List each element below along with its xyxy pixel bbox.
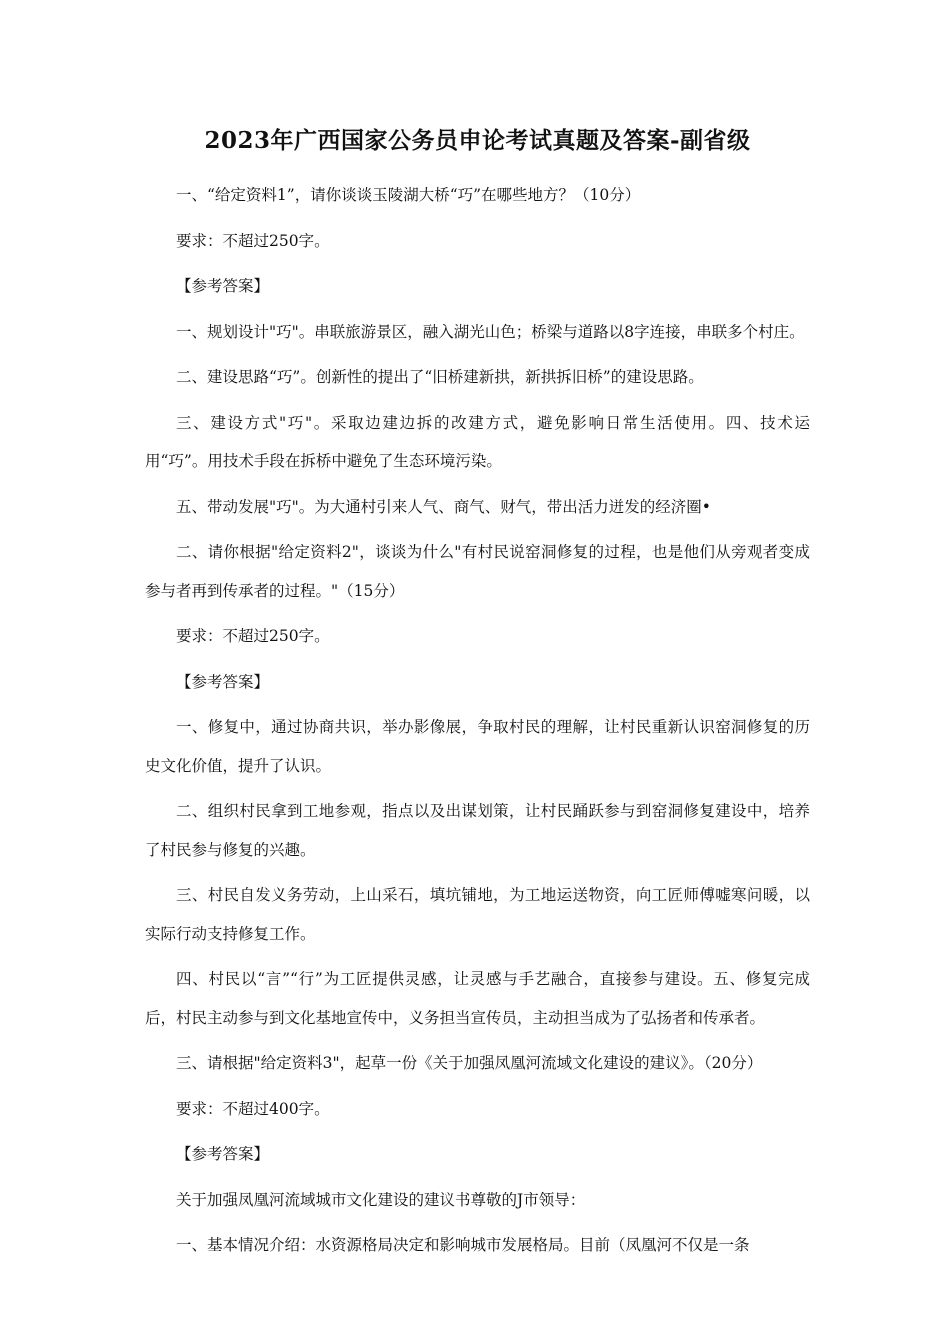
paragraph: 要求：不超过250字。 — [176, 231, 330, 250]
document-page — [145, 120, 810, 1272]
document-title: 2023年广西国家公务员申论考试真题及答案-副省级 — [204, 127, 751, 154]
paragraph: 【参考答案】 — [176, 277, 270, 295]
paragraph: 二、建设思路“巧”。创新性的提出了“旧桥建新拱，新拱拆旧桥”的建设思路。 — [176, 368, 704, 386]
paragraph: 一、规划设计"巧"。串联旅游景区，融入湖光山色；桥梁与道路以8字连接，串联多个村庄。 — [176, 322, 805, 341]
paragraph: 三、建设方式"巧"。采取边建边拆的改建方式，避免影响日常生活使用。四、技术运用“巧”。用技术手段在拆桥中避免了生态环境污染。 — [145, 413, 810, 470]
paragraph: 一、修复中，通过协商共识，举办影像展，争取村民的理解，让村民重新认识窑洞修复的历史文化价值，提升了认识。 — [145, 718, 810, 775]
paragraph: 【参考答案】 — [176, 672, 270, 691]
paragraph: 关于加强凤凰河流域城市文化建设的建议书尊敬的J市领导： — [176, 1190, 586, 1209]
paragraph: 四、村民以“言”“行”为工匠提供灵感，让灵感与手艺融合，直接参与建设。五、修复完成后，村民主动参与到文化基地宣传中，义务担当宣传员，主动担当成为了弘扬者和传承者。 — [145, 970, 810, 1027]
paragraph: 一、“给定资料1”，请你谈谈玉陵湖大桥“巧”在哪些地方？（10分） — [176, 186, 641, 204]
paragraph: 五、带动发展"巧"。为大通村引来人气、商气、财气，带出活力迸发的经济圈• — [176, 497, 711, 516]
paragraph: 一、基本情况介绍：水资源格局决定和影响城市发展格局。目前（凤凰河不仅是一条 — [176, 1236, 750, 1254]
paragraph: 三、村民自发义务劳动，上山采石，填坑铺地，为工地运送物资，向工匠师傅嘘寒问暖，以实际行动支持修复工作。 — [145, 886, 810, 943]
paragraph: 要求：不超过400字。 — [176, 1099, 330, 1118]
paragraph: 二、请你根据"给定资料2"，谈谈为什么"有村民说窑洞修复的过程，也是他们从旁观者变成参与者再到传承者的过程。"（15分） — [145, 543, 810, 600]
document-body — [145, 176, 810, 1265]
paragraph: 三、请根据"给定资料3"，起草一份《关于加强凤凰河流域文化建设的建议》。（20分） — [176, 1054, 763, 1072]
paragraph: 【参考答案】 — [176, 1145, 270, 1163]
paragraph: 二、组织村民拿到工地参观，指点以及出谋划策，让村民踊跃参与到窑洞修复建设中，培养了村民参与修复的兴趣。 — [145, 802, 810, 859]
paragraph: 要求：不超过250字。 — [176, 627, 330, 645]
